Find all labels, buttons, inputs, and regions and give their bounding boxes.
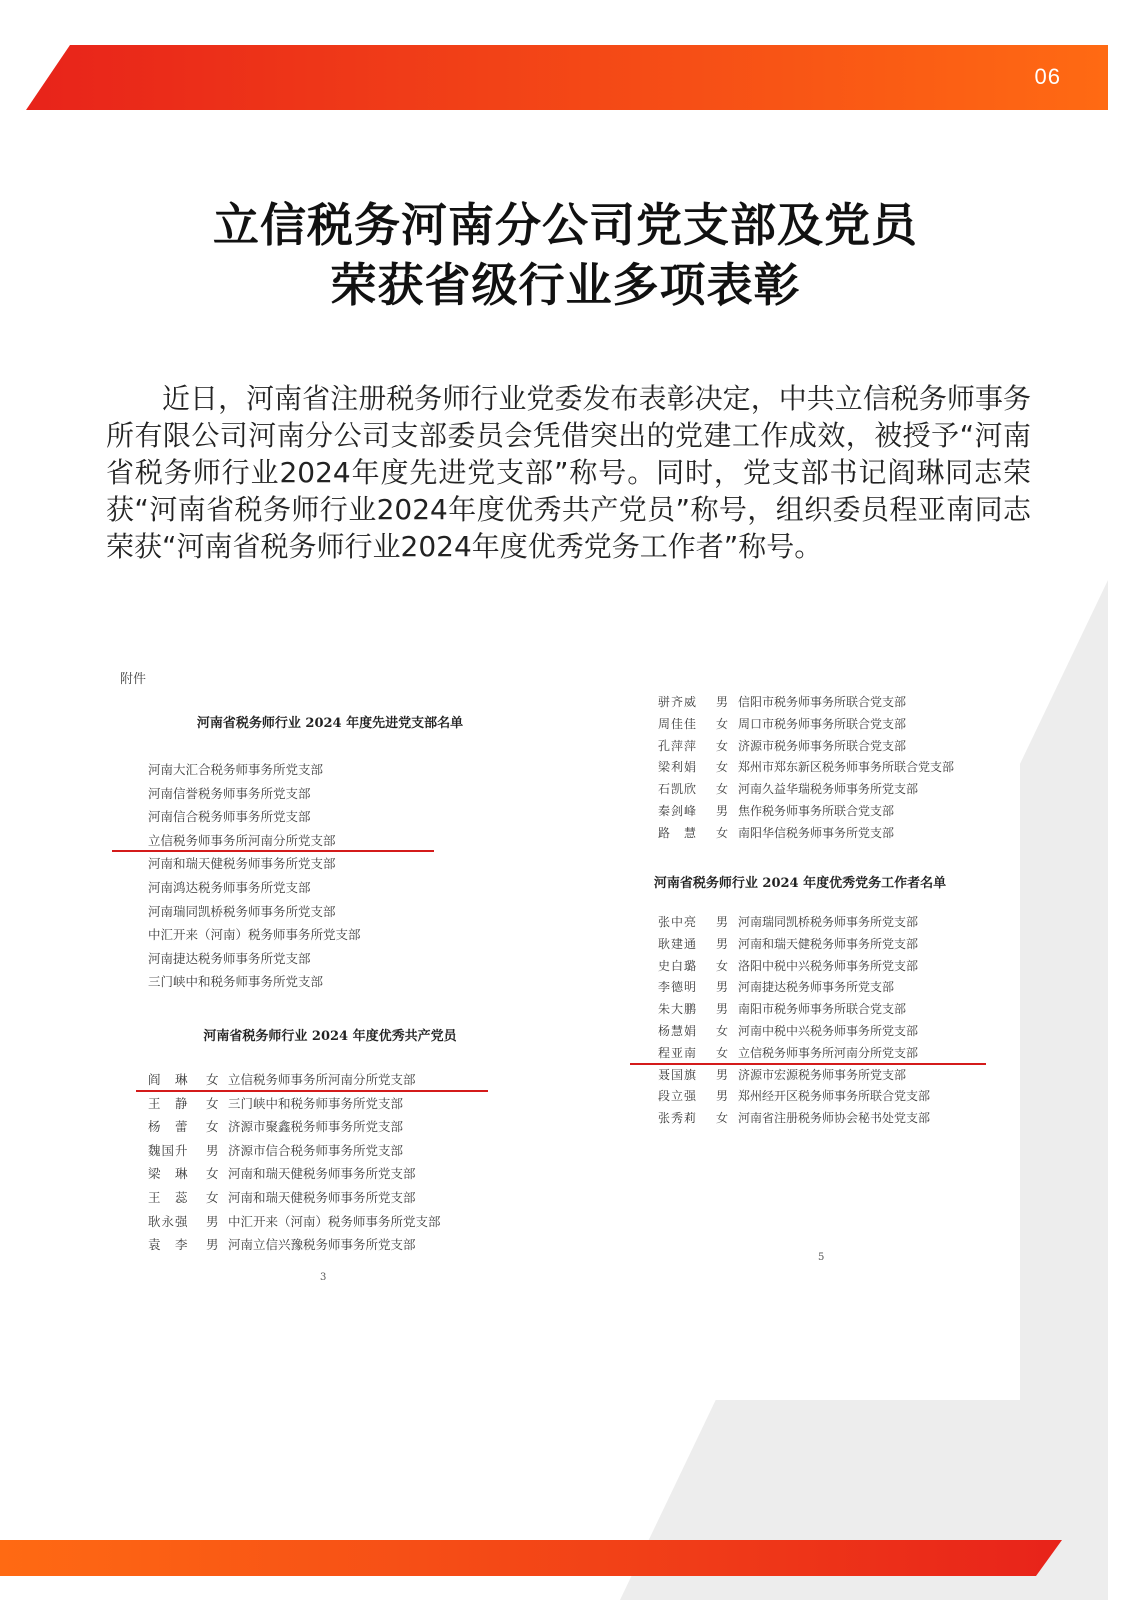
member-gender: 男 (206, 1237, 219, 1253)
member-org: 河南瑞同凯桥税务师事务所党支部 (738, 915, 919, 929)
member-gender: 女 (716, 1111, 729, 1126)
table-row (658, 779, 954, 801)
member-gender: 男 (716, 1089, 729, 1104)
party-workers-title: 河南省税务师行业 2024 年度优秀党务工作者名单 (653, 876, 947, 891)
member-org: 郑州市郑东新区税务师事务所联合党支部 (738, 760, 955, 775)
list-item: 河南信誉税务师事务所党支部 (148, 785, 311, 801)
member-org: 济源市税务师事务所联合党支部 (738, 738, 907, 753)
list-item: 河南大汇合税务师事务所党支部 (148, 762, 324, 777)
table-row (658, 956, 930, 978)
member-gender: 女 (716, 1023, 729, 1038)
member-name: 周佳佳 (658, 716, 698, 731)
table-row (658, 1043, 930, 1065)
member-gender: 男 (716, 695, 729, 709)
member-name: 石凯欣 (658, 782, 698, 797)
member-org: 立信税务师事务所河南分所党支部 (738, 1045, 919, 1060)
table-row (658, 692, 954, 714)
member-name: 杨 蕾 (148, 1119, 189, 1135)
member-name: 路 慧 (658, 825, 698, 840)
member-gender: 男 (716, 1067, 729, 1082)
table-row (658, 714, 954, 736)
table-row (658, 1065, 930, 1087)
member-name: 梁 琳 (148, 1166, 189, 1182)
member-name: 史白璐 (658, 958, 698, 973)
member-org: 济源市信合税务师事务所党支部 (228, 1142, 404, 1158)
member-gender: 女 (206, 1119, 219, 1135)
title-line-1: 立信税务河南分公司党支部及党员 (213, 198, 918, 252)
table-row (148, 1092, 441, 1116)
member-name: 梁利娟 (658, 760, 698, 775)
attachment-label: 附件 (120, 672, 147, 687)
list-item: 三门峡中和税务师事务所党支部 (148, 974, 324, 990)
member-org: 河南中税中兴税务师事务所党支部 (738, 1023, 919, 1038)
table-row (658, 912, 930, 934)
member-org: 焦作税务师事务所联合党支部 (738, 803, 895, 818)
member-name: 杨慧娟 (658, 1023, 698, 1038)
member-gender: 女 (206, 1095, 219, 1111)
member-name: 程亚南 (658, 1045, 698, 1060)
list-item: 立信税务师事务所河南分所党支部 (148, 832, 336, 848)
member-name: 秦剑峰 (658, 803, 698, 818)
table-row (658, 999, 930, 1021)
bottom-bar (0, 1540, 1131, 1580)
table-row (658, 801, 954, 823)
advanced-branches-title: 河南省税务师行业 2024 年度先进党支部名单 (196, 716, 464, 731)
table-row (658, 1021, 930, 1043)
member-name: 张秀莉 (658, 1111, 698, 1126)
continued-members-list (658, 692, 954, 845)
member-gender: 女 (206, 1072, 219, 1087)
member-gender: 男 (206, 1213, 219, 1229)
title-line-2: 荣获省级行业多项表彰 (330, 258, 801, 312)
member-org: 周口市税务师事务所联合党支部 (738, 716, 907, 731)
table-row (148, 1233, 441, 1257)
member-org: 郑州经开区税务师事务所联合党支部 (738, 1089, 931, 1104)
advanced-branches-list (148, 758, 361, 994)
member-org: 河南久益华瑞税务师事务所党支部 (738, 782, 919, 797)
table-row (658, 736, 954, 758)
table-row (658, 1108, 930, 1130)
page-number: 06 (1034, 64, 1061, 89)
member-gender: 女 (716, 738, 729, 753)
member-name: 孔萍萍 (658, 738, 698, 753)
member-name: 耿永强 (148, 1213, 189, 1229)
excellent-members-list (148, 1068, 441, 1257)
member-gender: 女 (716, 1045, 729, 1060)
list-item: 中汇开来（河南）税务师事务所党支部 (148, 927, 361, 943)
highlight-underline-branch (112, 850, 434, 852)
table-row (148, 1139, 441, 1163)
list-item: 河南信合税务师事务所党支部 (148, 809, 311, 825)
member-gender: 男 (716, 936, 729, 951)
member-org: 河南和瑞天健税务师事务所党支部 (738, 936, 919, 951)
member-name: 李德明 (658, 980, 698, 995)
member-org: 河南和瑞天健税务师事务所党支部 (228, 1166, 416, 1182)
article-title (0, 195, 1131, 315)
member-gender: 女 (716, 825, 729, 840)
member-org: 立信税务师事务所河南分所党支部 (228, 1072, 416, 1087)
member-gender: 男 (716, 915, 729, 929)
member-name: 段立强 (658, 1089, 698, 1104)
member-gender: 男 (716, 1002, 729, 1017)
member-gender: 女 (716, 958, 729, 973)
table-row (148, 1068, 441, 1092)
list-item: 河南和瑞天健税务师事务所党支部 (148, 856, 336, 872)
top-banner (0, 0, 1131, 120)
highlight-underline-worker (630, 1063, 986, 1065)
member-org: 南阳市税务师事务所联合党支部 (738, 1002, 907, 1017)
member-gender: 女 (206, 1166, 219, 1182)
member-gender: 女 (716, 782, 729, 797)
table-row (658, 757, 954, 779)
table-row (658, 934, 930, 956)
member-name: 朱大鹏 (658, 1002, 698, 1017)
table-row (148, 1115, 441, 1139)
member-org: 河南立信兴豫税务师事务所党支部 (228, 1237, 416, 1253)
member-org: 河南捷达税务师事务所党支部 (738, 980, 895, 995)
highlight-underline-member (136, 1090, 488, 1092)
member-name: 耿建通 (658, 936, 698, 951)
table-row (148, 1210, 441, 1234)
member-org: 济源市宏源税务师事务所党支部 (738, 1067, 907, 1082)
member-org: 济源市聚鑫税务师事务所党支部 (228, 1119, 404, 1135)
member-org: 三门峡中和税务师事务所党支部 (228, 1095, 404, 1111)
member-org: 河南和瑞天健税务师事务所党支部 (228, 1189, 416, 1205)
member-org: 中汇开来（河南）税务师事务所党支部 (228, 1213, 441, 1229)
table-row (658, 823, 954, 845)
member-org: 河南省注册税务师协会秘书处党支部 (738, 1111, 931, 1126)
member-name: 王 蕊 (148, 1189, 189, 1205)
member-org: 洛阳中税中兴税务师事务所党支部 (738, 958, 919, 973)
member-name: 王 静 (148, 1095, 189, 1111)
list-item: 河南瑞同凯桥税务师事务所党支部 (148, 903, 336, 919)
member-org: 南阳华信税务师事务所党支部 (738, 825, 895, 840)
member-name: 袁 李 (148, 1237, 189, 1253)
member-name: 聂国旗 (658, 1067, 698, 1082)
scanned-document (100, 640, 1020, 1400)
member-gender: 男 (716, 980, 729, 995)
excellent-members-title: 河南省税务师行业 2024 年度优秀共产党员 (203, 1029, 457, 1044)
table-row (148, 1186, 441, 1210)
member-gender: 女 (716, 716, 729, 731)
intro-paragraph: 近日，河南省注册税务师行业党委发布表彰决定，中共立信税务师事务所有限公司河南分公司支部委员会凭借突出的党建工作成效，被授予“河南省税务师行业2024年度先进党支部”称号。同时，党支部书记阎琳同志荣获“河南省税务师行业2024年度优秀共产党员”称号，组织委员程亚南同志荣获“河南省税务师行业2024年度优秀党务工作者”称号。 (106, 382, 1031, 563)
member-name: 阎 琳 (148, 1072, 189, 1087)
list-item: 河南鸿达税务师事务所党支部 (148, 879, 311, 895)
list-item: 河南捷达税务师事务所党支部 (148, 950, 311, 966)
table-row (658, 1086, 930, 1108)
right-page-folio: 5 (818, 1252, 825, 1263)
member-gender: 男 (716, 803, 729, 818)
member-name: 魏国升 (148, 1142, 189, 1158)
member-gender: 女 (206, 1189, 219, 1205)
party-workers-list (658, 912, 930, 1130)
member-name: 张中亮 (658, 915, 698, 929)
member-org: 信阳市税务师事务所联合党支部 (738, 695, 907, 709)
member-gender: 女 (716, 760, 729, 775)
member-gender: 男 (206, 1142, 219, 1158)
table-row (148, 1162, 441, 1186)
member-name: 骈齐威 (658, 695, 698, 709)
table-row (658, 977, 930, 999)
left-page-folio: 3 (320, 1272, 327, 1283)
